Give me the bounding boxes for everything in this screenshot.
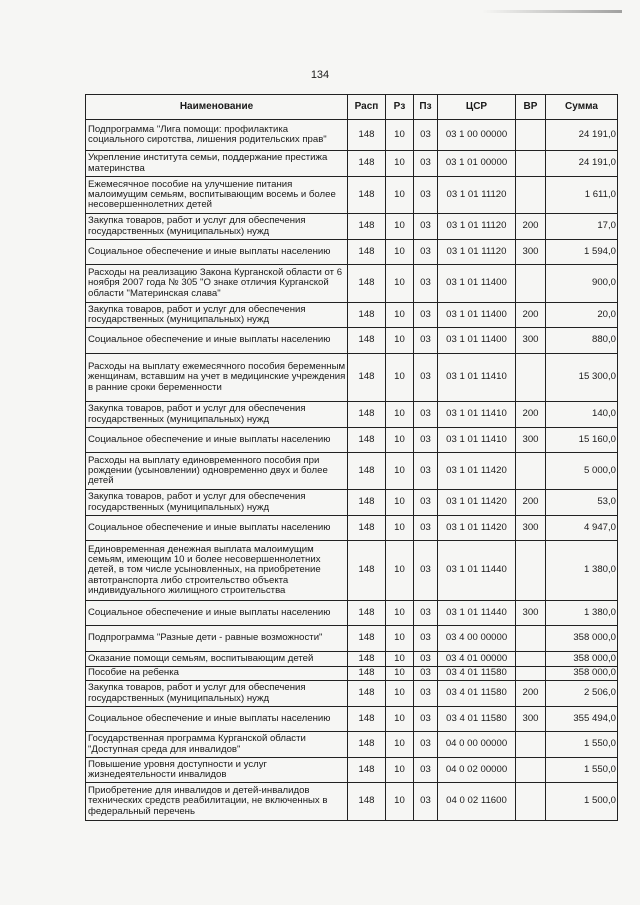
cell-pz: 03 xyxy=(414,303,438,328)
cell-name: Расходы на выплату ежемесячного пособия беременным женщинам, вставшим на учет в медицинские учреждения в ранние сроки беременности xyxy=(86,354,348,402)
cell-rz: 10 xyxy=(386,707,414,732)
col-header-pz: Пз xyxy=(414,95,438,120)
cell-rasp: 148 xyxy=(348,707,386,732)
cell-csr: 04 0 00 00000 xyxy=(438,732,516,758)
table-row xyxy=(86,783,618,821)
cell-pz: 03 xyxy=(414,328,438,354)
cell-csr: 03 1 01 11400 xyxy=(438,303,516,328)
cell-sum: 880,0 xyxy=(546,328,618,354)
cell-sum: 1 500,0 xyxy=(546,783,618,821)
cell-name: Укрепление института семьи, поддержание престижа материнства xyxy=(86,151,348,177)
table-row xyxy=(86,490,618,516)
table-row xyxy=(86,758,618,783)
table-row xyxy=(86,354,618,402)
cell-rasp: 148 xyxy=(348,453,386,490)
cell-name: Повышение уровня доступности и услуг жизнедеятельности инвалидов xyxy=(86,758,348,783)
cell-name: Расходы на выплату единовременного пособия при рождении (усыновлении) одновременно двух и более детей xyxy=(86,453,348,490)
table-row xyxy=(86,601,618,626)
cell-vr xyxy=(516,177,546,214)
cell-sum: 358 000,0 xyxy=(546,667,618,681)
cell-sum: 355 494,0 xyxy=(546,707,618,732)
cell-vr xyxy=(516,541,546,601)
cell-rasp: 148 xyxy=(348,214,386,240)
cell-pz: 03 xyxy=(414,214,438,240)
cell-rasp: 148 xyxy=(348,240,386,265)
cell-vr xyxy=(516,265,546,303)
cell-rz: 10 xyxy=(386,732,414,758)
cell-rasp: 148 xyxy=(348,490,386,516)
col-header-rasp: Расп xyxy=(348,95,386,120)
table-row xyxy=(86,303,618,328)
cell-rasp: 148 xyxy=(348,328,386,354)
cell-sum: 5 000,0 xyxy=(546,453,618,490)
cell-rasp: 148 xyxy=(348,732,386,758)
cell-rasp: 148 xyxy=(348,516,386,541)
cell-rz: 10 xyxy=(386,151,414,177)
cell-sum: 140,0 xyxy=(546,402,618,428)
cell-vr xyxy=(516,120,546,151)
cell-vr: 300 xyxy=(516,240,546,265)
cell-sum: 1 594,0 xyxy=(546,240,618,265)
cell-sum: 17,0 xyxy=(546,214,618,240)
cell-pz: 03 xyxy=(414,707,438,732)
cell-sum: 20,0 xyxy=(546,303,618,328)
cell-pz: 03 xyxy=(414,240,438,265)
cell-rasp: 148 xyxy=(348,402,386,428)
cell-rasp: 148 xyxy=(348,541,386,601)
cell-pz: 03 xyxy=(414,667,438,681)
table-row xyxy=(86,151,618,177)
table-row xyxy=(86,667,618,681)
cell-pz: 03 xyxy=(414,541,438,601)
cell-csr: 03 1 01 11420 xyxy=(438,516,516,541)
cell-vr: 200 xyxy=(516,402,546,428)
cell-sum: 1 380,0 xyxy=(546,601,618,626)
page-number: 134 xyxy=(310,69,330,81)
cell-vr xyxy=(516,652,546,667)
table-row xyxy=(86,120,618,151)
cell-csr: 03 1 01 11440 xyxy=(438,601,516,626)
cell-csr: 03 1 01 11120 xyxy=(438,214,516,240)
cell-rasp: 148 xyxy=(348,758,386,783)
cell-name: Подпрограмма "Лига помощи: профилактика социального сиротства, лишения родительских прав" xyxy=(86,120,348,151)
cell-pz: 03 xyxy=(414,626,438,652)
cell-pz: 03 xyxy=(414,428,438,453)
cell-rz: 10 xyxy=(386,303,414,328)
cell-name: Социальное обеспечение и иные выплаты населению xyxy=(86,240,348,265)
cell-csr: 03 4 00 00000 xyxy=(438,626,516,652)
cell-csr: 03 1 01 11420 xyxy=(438,453,516,490)
cell-csr: 03 1 01 11120 xyxy=(438,240,516,265)
cell-sum: 1 611,0 xyxy=(546,177,618,214)
cell-name: Социальное обеспечение и иные выплаты населению xyxy=(86,601,348,626)
cell-sum: 1 550,0 xyxy=(546,732,618,758)
table-row xyxy=(86,541,618,601)
table-row xyxy=(86,240,618,265)
cell-vr xyxy=(516,151,546,177)
cell-pz: 03 xyxy=(414,601,438,626)
cell-name: Ежемесячное пособие на улучшение питания малоимущим семьям, воспитывающим восемь и более несовершеннолетних детей xyxy=(86,177,348,214)
cell-rasp: 148 xyxy=(348,626,386,652)
cell-pz: 03 xyxy=(414,354,438,402)
cell-rz: 10 xyxy=(386,428,414,453)
cell-csr: 03 1 01 11400 xyxy=(438,265,516,303)
cell-csr: 04 0 02 00000 xyxy=(438,758,516,783)
cell-sum: 358 000,0 xyxy=(546,652,618,667)
cell-rasp: 148 xyxy=(348,303,386,328)
cell-vr: 300 xyxy=(516,328,546,354)
cell-name: Закупка товаров, работ и услуг для обеспечения государственных (муниципальных) нужд xyxy=(86,402,348,428)
cell-rasp: 148 xyxy=(348,601,386,626)
cell-name: Закупка товаров, работ и услуг для обеспечения государственных (муниципальных) нужд xyxy=(86,214,348,240)
cell-vr: 300 xyxy=(516,428,546,453)
cell-rasp: 148 xyxy=(348,265,386,303)
cell-name: Закупка товаров, работ и услуг для обеспечения государственных (муниципальных) нужд xyxy=(86,490,348,516)
cell-sum: 15 160,0 xyxy=(546,428,618,453)
cell-rasp: 148 xyxy=(348,177,386,214)
cell-name: Оказание помощи семьям, воспитывающим детей xyxy=(86,652,348,667)
cell-rasp: 148 xyxy=(348,151,386,177)
cell-vr xyxy=(516,354,546,402)
cell-name: Социальное обеспечение и иные выплаты населению xyxy=(86,428,348,453)
cell-csr: 03 4 01 11580 xyxy=(438,667,516,681)
cell-vr: 300 xyxy=(516,516,546,541)
cell-rz: 10 xyxy=(386,240,414,265)
cell-rz: 10 xyxy=(386,453,414,490)
cell-rasp: 148 xyxy=(348,428,386,453)
cell-pz: 03 xyxy=(414,516,438,541)
cell-vr: 300 xyxy=(516,601,546,626)
cell-rz: 10 xyxy=(386,626,414,652)
cell-vr: 200 xyxy=(516,681,546,707)
cell-sum: 358 000,0 xyxy=(546,626,618,652)
table-row xyxy=(86,328,618,354)
cell-name: Единовременная денежная выплата малоимущим семьям, имеющим 10 и более несовершеннолетних детей, в том числе усыновленных, на приобретение автотранспорта либо строительство объекта индивидуального жилищного строительства xyxy=(86,541,348,601)
cell-name: Приобретение для инвалидов и детей-инвалидов технических средств реабилитации, не включенных в федеральный перечень xyxy=(86,783,348,821)
cell-sum: 1 380,0 xyxy=(546,541,618,601)
table-body xyxy=(86,120,618,821)
cell-name: Социальное обеспечение и иные выплаты населению xyxy=(86,707,348,732)
cell-vr xyxy=(516,732,546,758)
cell-vr xyxy=(516,626,546,652)
cell-sum: 4 947,0 xyxy=(546,516,618,541)
cell-csr: 03 1 01 11410 xyxy=(438,402,516,428)
cell-vr: 200 xyxy=(516,303,546,328)
col-header-rz: Рз xyxy=(386,95,414,120)
cell-vr: 200 xyxy=(516,490,546,516)
cell-rz: 10 xyxy=(386,541,414,601)
cell-vr: 200 xyxy=(516,214,546,240)
table-row xyxy=(86,265,618,303)
table-row xyxy=(86,177,618,214)
table-row xyxy=(86,214,618,240)
cell-vr xyxy=(516,783,546,821)
cell-sum: 24 191,0 xyxy=(546,151,618,177)
cell-rz: 10 xyxy=(386,681,414,707)
cell-pz: 03 xyxy=(414,783,438,821)
cell-name: Подпрограмма "Разные дети - равные возможности" xyxy=(86,626,348,652)
cell-rz: 10 xyxy=(386,265,414,303)
cell-name: Закупка товаров, работ и услуг для обеспечения государственных (муниципальных) нужд xyxy=(86,681,348,707)
cell-rasp: 148 xyxy=(348,667,386,681)
col-header-sum: Сумма xyxy=(546,95,618,120)
col-header-name: Наименование xyxy=(86,95,348,120)
cell-vr: 300 xyxy=(516,707,546,732)
table-row xyxy=(86,453,618,490)
cell-pz: 03 xyxy=(414,732,438,758)
cell-csr: 03 1 01 00000 xyxy=(438,151,516,177)
cell-csr: 03 1 01 11420 xyxy=(438,490,516,516)
cell-sum: 24 191,0 xyxy=(546,120,618,151)
cell-vr xyxy=(516,453,546,490)
cell-pz: 03 xyxy=(414,758,438,783)
cell-sum: 15 300,0 xyxy=(546,354,618,402)
table-header xyxy=(86,95,618,120)
table-row xyxy=(86,652,618,667)
cell-pz: 03 xyxy=(414,265,438,303)
cell-csr: 03 1 01 11400 xyxy=(438,328,516,354)
cell-rasp: 148 xyxy=(348,783,386,821)
cell-rz: 10 xyxy=(386,402,414,428)
cell-csr: 03 4 01 11580 xyxy=(438,707,516,732)
cell-sum: 900,0 xyxy=(546,265,618,303)
cell-vr xyxy=(516,667,546,681)
cell-csr: 03 1 01 11410 xyxy=(438,428,516,453)
cell-rz: 10 xyxy=(386,354,414,402)
cell-rasp: 148 xyxy=(348,681,386,707)
cell-sum: 1 550,0 xyxy=(546,758,618,783)
cell-vr xyxy=(516,758,546,783)
cell-name: Государственная программа Курганской области "Доступная среда для инвалидов" xyxy=(86,732,348,758)
table-row xyxy=(86,428,618,453)
col-header-csr: ЦСР xyxy=(438,95,516,120)
cell-rz: 10 xyxy=(386,652,414,667)
cell-name: Расходы на реализацию Закона Курганской области от 6 ноября 2007 года № 305 "О знаке отличия Курганской области "Материнская слава" xyxy=(86,265,348,303)
cell-csr: 03 1 01 11440 xyxy=(438,541,516,601)
cell-pz: 03 xyxy=(414,453,438,490)
cell-sum: 53,0 xyxy=(546,490,618,516)
cell-rz: 10 xyxy=(386,120,414,151)
cell-name: Пособие на ребенка xyxy=(86,667,348,681)
cell-rasp: 148 xyxy=(348,354,386,402)
table-row xyxy=(86,516,618,541)
cell-rz: 10 xyxy=(386,516,414,541)
cell-rz: 10 xyxy=(386,214,414,240)
cell-pz: 03 xyxy=(414,151,438,177)
table-row xyxy=(86,732,618,758)
col-header-vr: ВР xyxy=(516,95,546,120)
cell-csr: 03 4 01 00000 xyxy=(438,652,516,667)
table-row xyxy=(86,707,618,732)
table-row xyxy=(86,626,618,652)
cell-rz: 10 xyxy=(386,783,414,821)
cell-pz: 03 xyxy=(414,652,438,667)
cell-name: Социальное обеспечение и иные выплаты населению xyxy=(86,328,348,354)
cell-rz: 10 xyxy=(386,758,414,783)
cell-pz: 03 xyxy=(414,681,438,707)
cell-pz: 03 xyxy=(414,490,438,516)
cell-pz: 03 xyxy=(414,177,438,214)
cell-csr: 03 1 00 00000 xyxy=(438,120,516,151)
table-row xyxy=(86,402,618,428)
budget-table xyxy=(85,94,618,821)
cell-rz: 10 xyxy=(386,177,414,214)
scan-artifact xyxy=(482,10,622,13)
cell-pz: 03 xyxy=(414,120,438,151)
cell-csr: 03 1 01 11410 xyxy=(438,354,516,402)
cell-sum: 2 506,0 xyxy=(546,681,618,707)
table-row xyxy=(86,681,618,707)
cell-csr: 03 4 01 11580 xyxy=(438,681,516,707)
cell-name: Закупка товаров, работ и услуг для обеспечения государственных (муниципальных) нужд xyxy=(86,303,348,328)
cell-rasp: 148 xyxy=(348,120,386,151)
cell-name: Социальное обеспечение и иные выплаты населению xyxy=(86,516,348,541)
cell-csr: 03 1 01 11120 xyxy=(438,177,516,214)
cell-rz: 10 xyxy=(386,601,414,626)
cell-pz: 03 xyxy=(414,402,438,428)
cell-rz: 10 xyxy=(386,667,414,681)
cell-csr: 04 0 02 11600 xyxy=(438,783,516,821)
cell-rz: 10 xyxy=(386,328,414,354)
cell-rasp: 148 xyxy=(348,652,386,667)
cell-rz: 10 xyxy=(386,490,414,516)
